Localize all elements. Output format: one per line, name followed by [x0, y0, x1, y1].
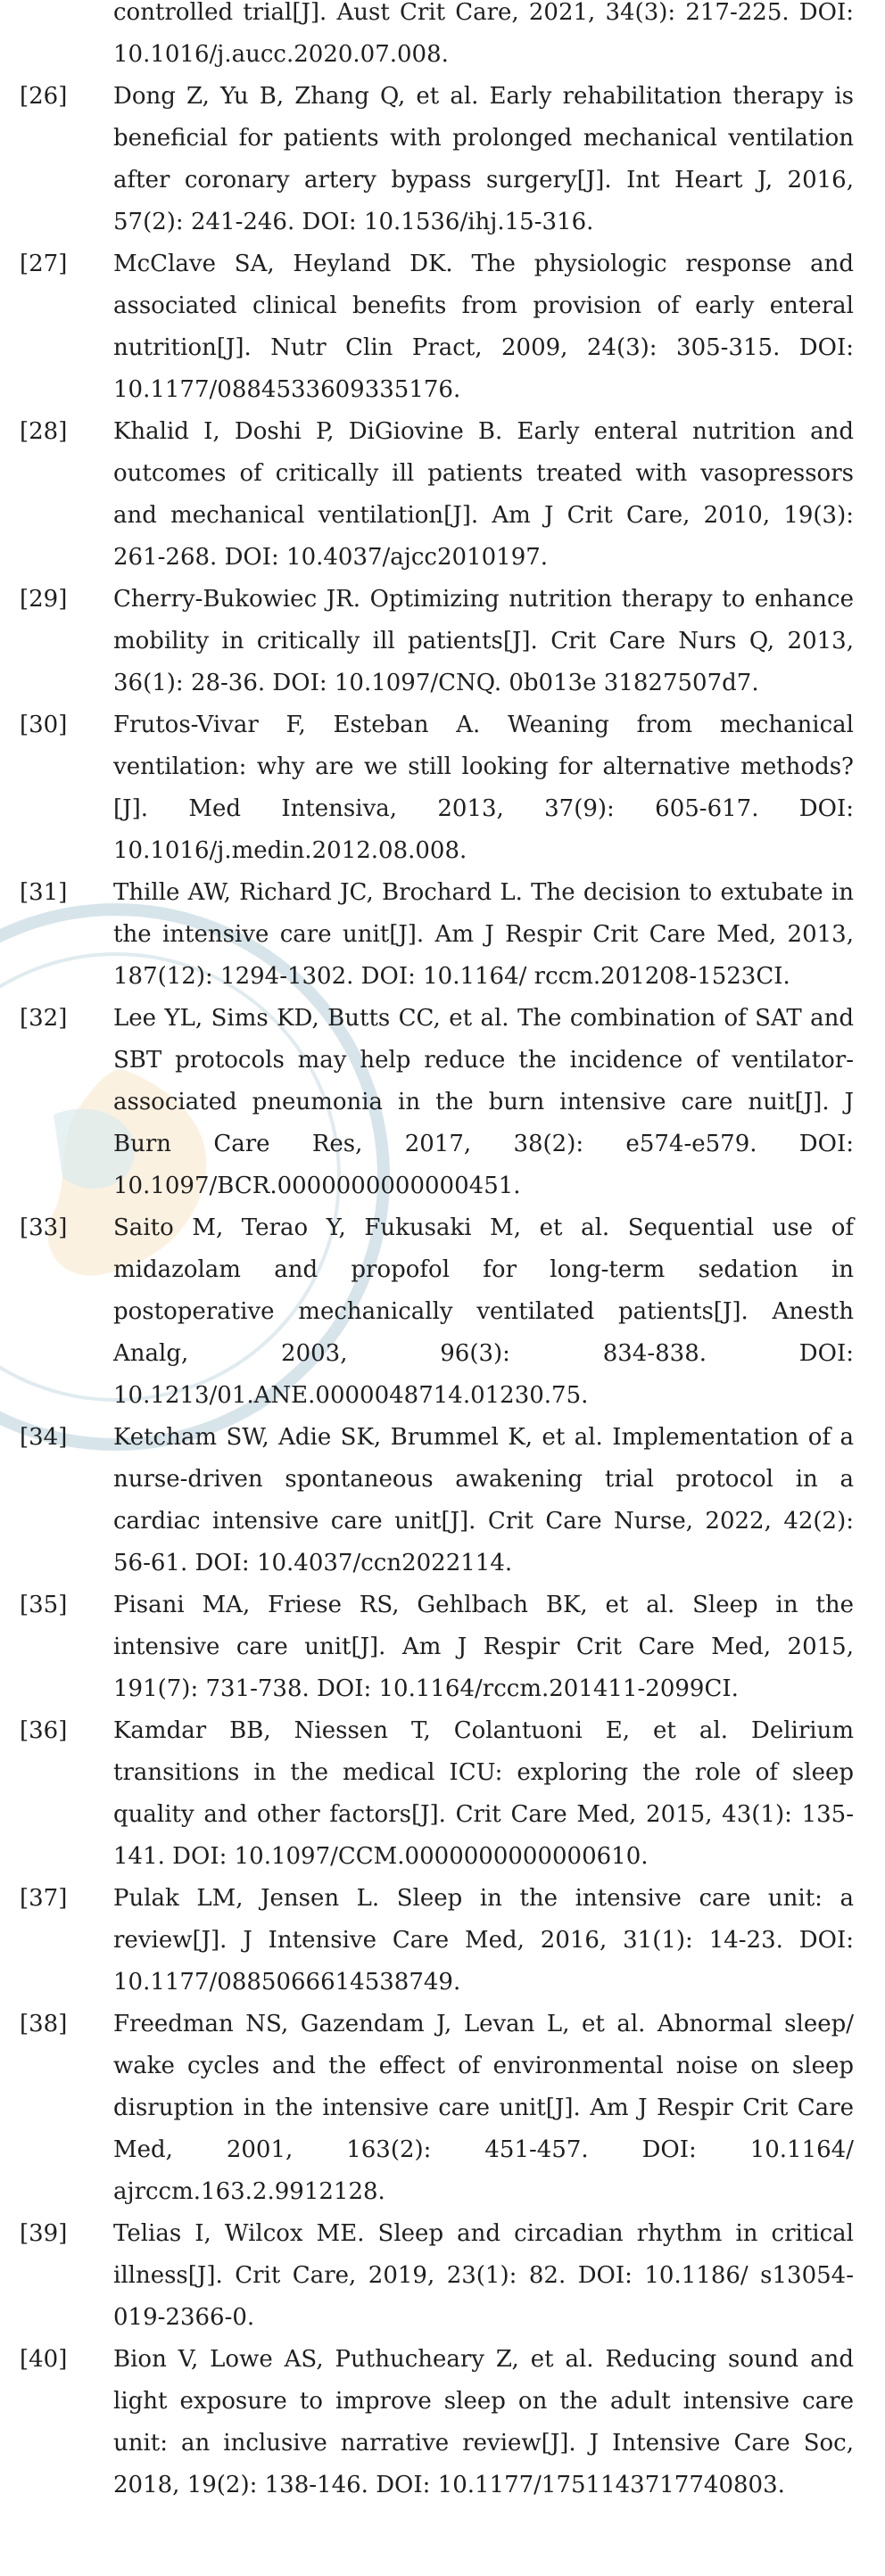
reference-item	[20, 243, 858, 411]
reference-number: [29]	[20, 586, 68, 613]
reference-item	[20, 704, 858, 872]
reference-item	[20, 579, 858, 704]
reference-text: Dong Z, Yu B, Zhang Q, et al. Early rehabilitation therapy is beneficial for patients with prolonged mechanical ventilation after coronary artery bypass surgery[J]. Int Heart J, 2016, 57(2): 241-246. DOI: 10.1536/ihj.15-316.	[113, 83, 854, 235]
reference-item	[20, 1710, 858, 1878]
reference-text: Cherry-Bukowiec JR. Optimizing nutrition therapy to enhance mobility in critically ill patients[J]. Crit Care Nurs Q, 2013, 36(1): 28-36. DOI: 10.1097/CNQ. 0b013e 31827507d7.	[113, 586, 854, 696]
reference-item	[20, 2339, 858, 2506]
reference-item	[20, 872, 858, 998]
reference-text: Pisani MA, Friese RS, Gehlbach BK, et al. Sleep in the intensive care unit[J]. Am J Respir Crit Care Med, 2015, 191(7): 731-738. DOI: 10.1164/rccm.201411-2099CI.	[113, 1592, 854, 1702]
reference-text: Freedman NS, Gazendam J, Levan L, et al. Abnormal sleep/ wake cycles and the effect of environmental noise on sleep disruption in the intensive care unit[J]. Am J Respir Crit Care Med, 2001, 163(2): 451-457. DOI: 10.1164/ ajrccm.163.2.9912128.	[113, 2011, 854, 2205]
reference-number: [27]	[20, 251, 68, 277]
reference-number: [33]	[20, 1214, 68, 1241]
reference-text: Pulak LM, Jensen L. Sleep in the intensive care unit: a review[J]. J Intensive Care Med, 2016, 31(1): 14-23. DOI: 10.1177/0885066614538749.	[113, 1885, 854, 1996]
reference-text: Thille AW, Richard JC, Brochard L. The decision to extubate in the intensive care unit[J]. Am J Respir Crit Care Med, 2013, 187(12): 1294-1302. DOI: 10.1164/ rccm.201208-1523CI.	[113, 879, 854, 990]
reference-item	[20, 411, 858, 579]
reference-number: [31]	[20, 879, 68, 906]
reference-text: Khalid I, Doshi P, DiGiovine B. Early enteral nutrition and outcomes of critically ill patients treated with vasopressors and mechanical ventilation[J]. Am J Crit Care, 2010, 19(3): 261-268. DOI: 10.4037/ajcc2010197.	[113, 418, 854, 571]
reference-text: Bion V, Lowe AS, Puthucheary Z, et al. Reducing sound and light exposure to improve sleep on the adult intensive care unit: an inclusive narrative review[J]. J Intensive Care Soc, 2018, 19(2): 138-146. DOI: 10.1177/1751143717740803.	[113, 2346, 854, 2498]
reference-item	[20, 1584, 858, 1710]
reference-number: [26]	[20, 83, 68, 110]
reference-text: Lee YL, Sims KD, Butts CC, et al. The combination of SAT and SBT protocols may help reduce the incidence of ventilator-associated pneumonia in the burn intensive care nuit[J]. J Burn Care Res, 2017, 38(2): e574-e579. DOI: 10.1097/BCR.0000000000000451.	[113, 1005, 854, 1199]
reference-number: [38]	[20, 2011, 68, 2037]
reference-continuation	[20, 0, 858, 76]
reference-number: [32]	[20, 1005, 68, 1032]
reference-number: [36]	[20, 1717, 68, 1744]
reference-number: [28]	[20, 418, 68, 445]
reference-text: Saito M, Terao Y, Fukusaki M, et al. Sequential use of midazolam and propofol for long-term sedation in postoperative mechanically ventilated patients[J]. Anesth Analg, 2003, 96(3): 834-838. DOI: 10.1213/01.ANE.0000048714.01230.75.	[113, 1214, 854, 1409]
reference-continuation-text: controlled trial[J]. Aust Crit Care, 2021, 34(3): 217-225. DOI: 10.1016/j.aucc.2020.07.008.	[113, 0, 854, 68]
reference-text: McClave SA, Heyland DK. The physiologic response and associated clinical benefits from provision of early enteral nutrition[J]. Nutr Clin Pract, 2009, 24(3): 305-315. DOI: 10.1177/0884533609335176.	[113, 251, 854, 403]
reference-text: Telias I, Wilcox ME. Sleep and circadian rhythm in critical illness[J]. Crit Care, 2019, 23(1): 82. DOI: 10.1186/ s13054-019-2366-0.	[113, 2220, 854, 2331]
reference-item	[20, 2213, 858, 2339]
reference-item	[20, 998, 858, 1207]
reference-text: Ketcham SW, Adie SK, Brummel K, et al. Implementation of a nurse-driven spontaneous awakening trial protocol in a cardiac intensive care unit[J]. Crit Care Nurse, 2022, 42(2): 56-61. DOI: 10.4037/ccn2022114.	[113, 1424, 854, 1576]
reference-number: [30]	[20, 712, 68, 738]
reference-list	[20, 0, 858, 2506]
reference-number: [34]	[20, 1424, 68, 1451]
reference-item	[20, 1417, 858, 1584]
reference-item	[20, 1207, 858, 1417]
reference-item	[20, 76, 858, 243]
reference-item	[20, 2004, 858, 2213]
reference-number: [35]	[20, 1592, 68, 1618]
reference-text: Frutos-Vivar F, Esteban A. Weaning from mechanical ventilation: why are we still looking for alternative methods? [J]. Med Intensiva, 2013, 37(9): 605-617. DOI: 10.1016/j.medin.2012.08.008.	[113, 712, 854, 864]
reference-text: Kamdar BB, Niessen T, Colantuoni E, et al. Delirium transitions in the medical ICU: exploring the role of sleep quality and other factors[J]. Crit Care Med, 2015, 43(1): 135-141. DOI: 10.1097/CCM.0000000000000610.	[113, 1717, 854, 1870]
reference-number: [39]	[20, 2220, 68, 2247]
reference-number: [40]	[20, 2346, 68, 2373]
reference-number: [37]	[20, 1885, 68, 1912]
reference-item	[20, 1878, 858, 2004]
